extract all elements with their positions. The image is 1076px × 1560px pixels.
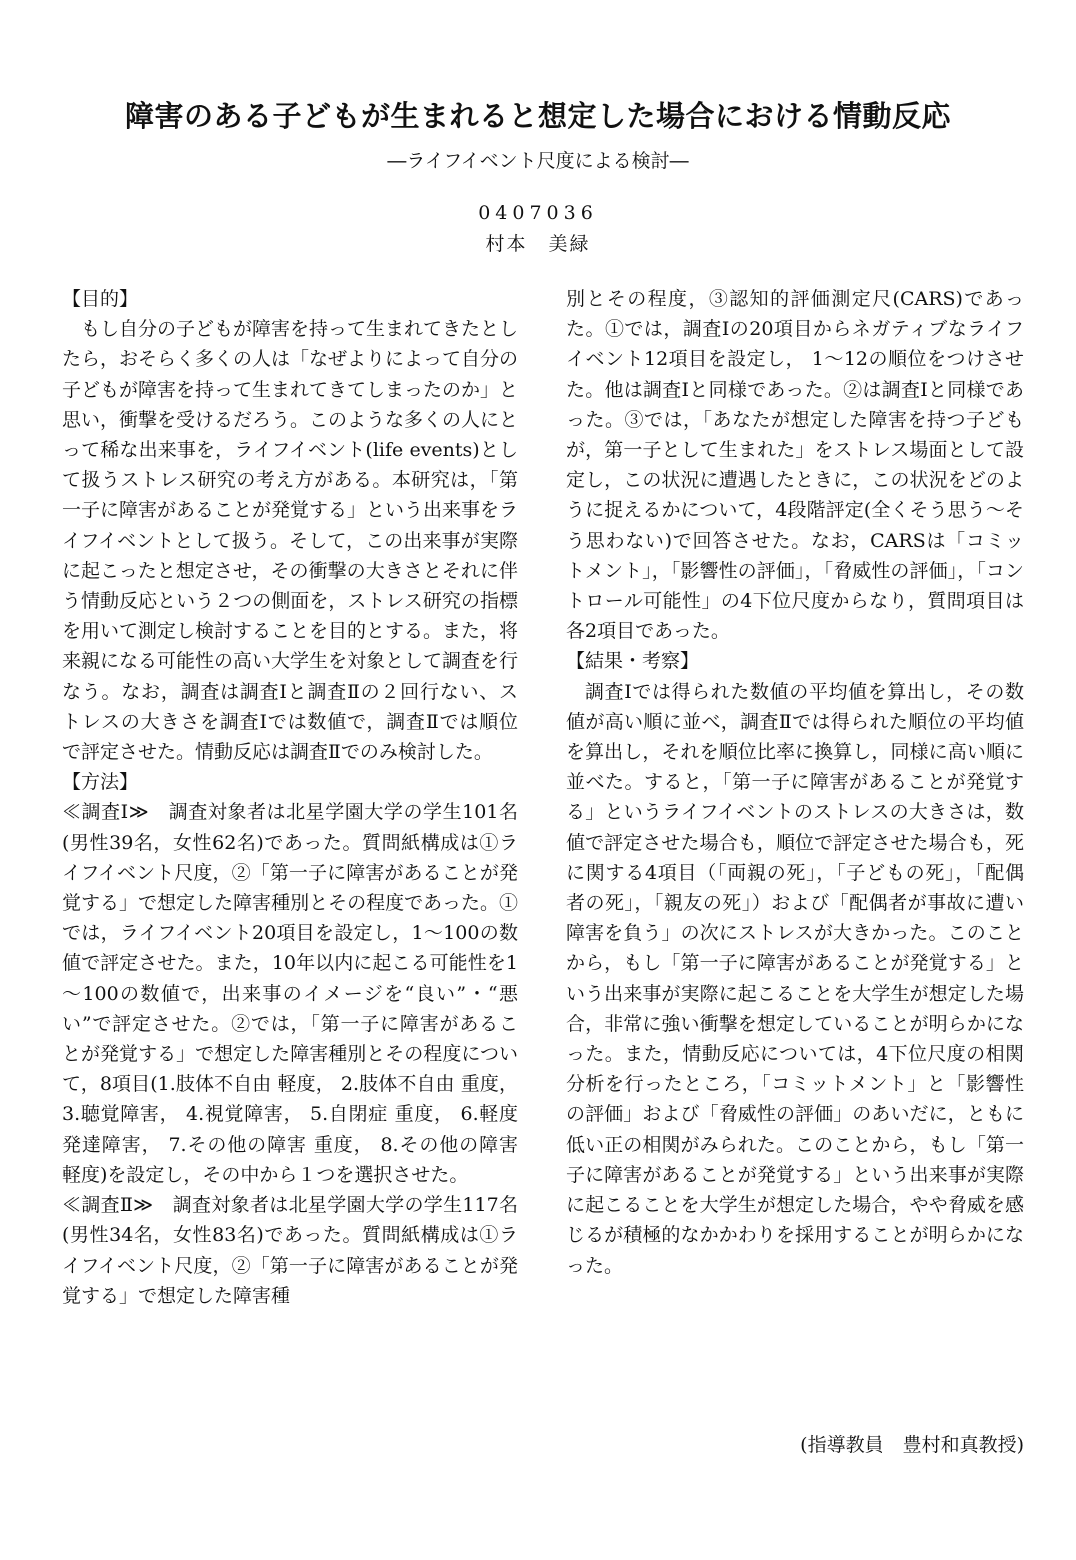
student-id: 0407036	[478, 202, 598, 224]
right-column	[566, 284, 1024, 1281]
paper-subtitle: ―ライフイベント尺度による検討―	[387, 150, 689, 172]
supervisor-note: (指導教員 豊村和真教授)	[800, 1434, 1024, 1456]
method-heading: 【方法】	[62, 771, 139, 794]
survey1-paragraph: ≪調査Ⅰ≫ 調査対象者は北星学園大学の学生101名(男性39名，女性62名)であった。質問紙構成は①ライフイベント尺度，②「第一子に障害があることが発覚する」で想定した障害種別とその程度であった。①では，ライフイベント20項目を設定し，1～100の数値で評定させた。また，10年以内に起こる可能性を1～100の数値で，出来事のイメージを“良い”・“悪い”で評定させた。②では，「第一子に障害があることが発覚する」で想定した障害種別とその程度について，8項目(1.肢体不自由 軽度， 2.肢体不自由 重度， 3.聴覚障害， 4.視覚障害， 5.自閉症 重度， 6.軽度発達障害， 7.その他の障害 重度， 8.その他の障害 軽度)を設定し，その中から１つを選択させた。	[62, 801, 518, 1186]
results-paragraph: 調査Ⅰでは得られた数値の平均値を算出し，その数値が高い順に並べ，調査Ⅱでは得られた順位の平均値を算出し，それを順位比率に換算し，同様に高い順に並べた。すると，「第一子に障害があることが発覚する」というライフイベントのストレスの大きさは，数値で評定させた場合も，順位で評定させた場合も，死に関する4項目（「両親の死」，「子どもの死」，「配偶者の死」，「親友の死」）および「配偶者が事故に遭い障害を負う」の次にストレスが大きかった。このことから，もし「第一子に障害があることが発覚する」という出来事が実際に起こることを大学生が想定した場合，非常に強い衝撃を想定していることが明らかになった。また，情動反応については，4下位尺度の相関分析を行ったところ，「コミットメント」と「影響性の評価」および「脅威性の評価」のあいだに，ともに低い正の相関がみられた。このことから，もし「第一子に障害があることが発覚する」という出来事が実際に起こることを大学生が想定した場合，やや脅威を感じるが積極的なかかわりを採用することが明らかになった。	[566, 680, 1024, 1277]
survey2-paragraph: ≪調査Ⅱ≫ 調査対象者は北星学園大学の学生117名(男性34名，女性83名)であった。質問紙構成は①ライフイベント尺度，②「第一子に障害があることが発覚する」で想定した障害種	[62, 1194, 518, 1307]
purpose-heading: 【目的】	[62, 288, 139, 310]
paper-title: 障害のある子どもが生まれると想定した場合における情動反応	[124, 99, 951, 133]
survey2-continued-paragraph: 別とその程度，③認知的評価測定尺(CARS)であった。①では，調査Ⅰの20項目からネガティブなライフイベント12項目を設定し， 1～12の順位をつけさせた。他は調査Ⅰと同様であった。②は調査Ⅰと同様であった。③では，「あなたが想定した障害を持つ子どもが，第一子として生まれた」をストレス場面として設定し，この状況に遭遇したときに，この状況をどのように捉えるかについて，4段階評定(全くそう思う～そう思わない)で回答させた。なお，CARSは「コミットメント」，「影響性の評価」，「脅威性の評価」，「コントロール可能性」の4下位尺度からなり，質問項目は各2項目であった。	[566, 288, 1024, 643]
author-name: 村本 美緑	[485, 233, 591, 255]
left-column	[62, 284, 518, 1311]
purpose-paragraph: もし自分の子どもが障害を持って生まれてきたとしたら，おそらく多くの人は「なぜよりによって自分の子どもが障害を持って生まれてきてしまったのか」と思い，衝撃を受けるだろう。このような多くの人にとって稀な出来事を，ライフイベント(life events)として扱うストレス研究の考え方がある。本研究は，「第一子に障害があることが発覚する」という出来事をライフイベントとして扱う。そして，この出来事が実際に起こったと想定させ，その衝撃の大きさとそれに伴う情動反応という２つの側面を，ストレス研究の指標を用いて測定し検討することを目的とする。また，将来親になる可能性の高い大学生を対象として調査を行なう。なお，調査は調査Ⅰと調査Ⅱの２回行ない、ストレスの大きさを調査Ⅰでは数値で，調査Ⅱでは順位で評定させた。情動反応は調査Ⅱでのみ検討した。	[62, 318, 519, 764]
results-heading: 【結果・考察】	[566, 650, 700, 673]
